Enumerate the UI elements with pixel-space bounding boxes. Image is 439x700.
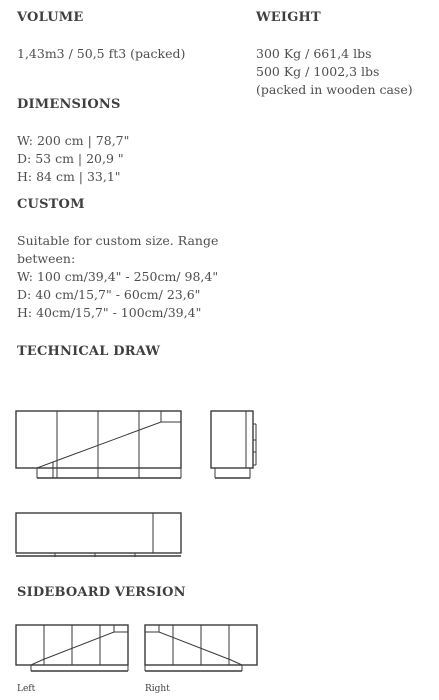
technical-front-view-drawing <box>15 410 183 485</box>
technical-draw-heading: TECHNICAL DRAW <box>17 344 161 359</box>
custom-line: Suitable for custom size. Range <box>17 233 219 248</box>
sideboard-left-label: Left <box>17 684 36 694</box>
sideboard-left-drawing <box>15 624 131 674</box>
weight-line: (packed in wooden case) <box>256 82 413 97</box>
dimensions-values <box>17 132 129 186</box>
weight-values <box>256 45 413 99</box>
sideboard-version-heading: SIDEBOARD VERSION <box>17 585 186 600</box>
technical-side-view-drawing <box>210 410 258 485</box>
volume-heading: VOLUME <box>17 10 84 25</box>
custom-line: D: 40 cm/15,7" - 60cm/ 23,6" <box>17 287 201 302</box>
dimension-line: D: 53 cm | 20,9 " <box>17 151 124 166</box>
dimension-line: H: 84 cm | 33,1" <box>17 169 121 184</box>
custom-values <box>17 232 218 322</box>
custom-heading: CUSTOM <box>17 197 85 212</box>
dimension-line: W: 200 cm | 78,7" <box>17 133 130 148</box>
volume-value: 1,43m3 / 50,5 ft3 (packed) <box>17 46 186 61</box>
technical-top-view-drawing <box>15 512 183 560</box>
weight-line: 300 Kg / 661,4 lbs <box>256 46 372 61</box>
weight-heading: WEIGHT <box>256 10 321 25</box>
sideboard-right-label: Right <box>145 684 170 694</box>
sideboard-right-drawing <box>143 624 259 674</box>
custom-line: W: 100 cm/39,4" - 250cm/ 98,4" <box>17 269 219 284</box>
dimensions-heading: DIMENSIONS <box>17 97 121 112</box>
custom-line: between: <box>17 251 76 266</box>
weight-line: 500 Kg / 1002,3 lbs <box>256 64 380 79</box>
custom-line: H: 40cm/15,7" - 100cm/39,4" <box>17 305 202 320</box>
